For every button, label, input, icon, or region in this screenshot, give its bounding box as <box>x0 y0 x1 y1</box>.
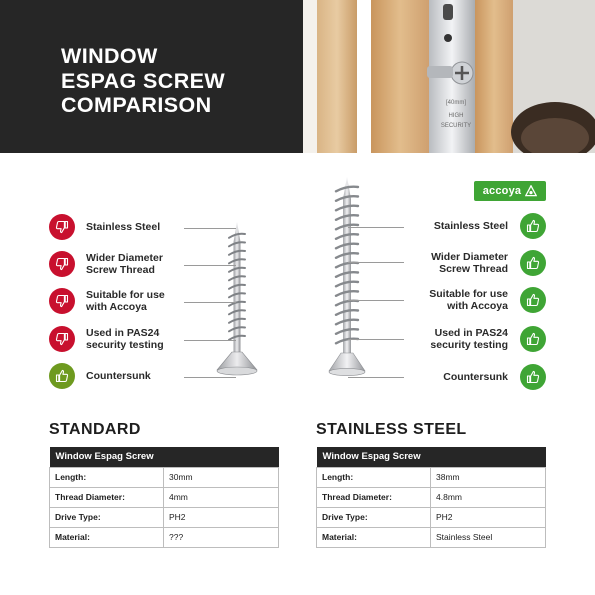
title-line: COMPARISON <box>61 93 212 117</box>
thumbs-up-icon <box>520 326 546 352</box>
table-row: Length: 38mm <box>317 467 546 487</box>
standard-feature-pas24 <box>49 326 164 352</box>
photo-text: HIGH <box>448 113 464 119</box>
leader-line <box>184 377 236 378</box>
standard-feature-accoya <box>49 288 165 314</box>
table-row: Material: Stainless Steel <box>317 527 546 547</box>
standard-feature-stainless-steel <box>49 214 160 240</box>
feature-label: Countersunk <box>443 370 508 383</box>
feature-label: Suitable for use with Accoya <box>429 287 508 312</box>
feature-label: Countersunk <box>86 369 151 382</box>
thumbs-up-icon <box>49 363 75 389</box>
accoya-leaf-icon <box>525 185 537 197</box>
table-row: Length: 30mm <box>50 467 279 487</box>
standard-feature-countersunk <box>49 363 151 389</box>
thumbs-up-icon <box>520 364 546 390</box>
thumbs-down-icon <box>49 326 75 352</box>
leader-line <box>184 340 236 341</box>
leader-line <box>184 265 236 266</box>
stainless-feature-stainless-steel <box>434 213 546 239</box>
leader-line <box>348 339 404 340</box>
thumbs-down-icon <box>49 251 75 277</box>
accoya-logo <box>474 181 546 201</box>
stainless-feature-pas24 <box>430 326 546 352</box>
standard-spec-table <box>49 447 279 548</box>
table-title: Window Espag Screw <box>50 447 279 467</box>
table-title: Window Espag Screw <box>317 447 546 467</box>
title-line: WINDOW <box>61 44 158 68</box>
photo-text: [40mm] <box>445 100 467 106</box>
leader-line <box>348 300 404 301</box>
standard-heading: STANDARD <box>49 421 141 438</box>
table-row: Thread Diameter: 4.8mm <box>317 487 546 507</box>
thumbs-up-icon <box>520 287 546 313</box>
stainless-spec-table <box>316 447 546 548</box>
header-banner <box>0 0 595 153</box>
leader-line <box>184 302 236 303</box>
thumbs-up-icon <box>520 213 546 239</box>
feature-label: Stainless Steel <box>433 219 508 232</box>
page-title <box>61 44 291 118</box>
stainless-feature-wider-thread <box>431 250 546 276</box>
table-row: Material: ??? <box>50 527 279 547</box>
feature-label: Used in PAS24 security testing <box>86 326 164 351</box>
stainless-screw-image <box>325 175 373 383</box>
table-row: Drive Type: PH2 <box>50 507 279 527</box>
feature-label: Suitable for use with Accoya <box>86 288 165 313</box>
leader-line <box>348 227 404 228</box>
feature-label: Wider Diameter Screw Thread <box>431 250 508 275</box>
leader-line <box>184 228 236 229</box>
title-line: ESPAG SCREW <box>61 68 226 93</box>
stainless-heading: STAINLESS STEEL <box>316 421 467 438</box>
feature-label: Stainless Steel <box>86 220 161 233</box>
accoya-logo-text: accoya <box>482 185 522 197</box>
thumbs-down-icon <box>49 288 75 314</box>
stainless-feature-accoya <box>429 287 546 313</box>
window-frame-photo <box>303 0 595 153</box>
thumbs-down-icon <box>49 214 75 240</box>
standard-feature-wider-thread <box>49 251 163 277</box>
feature-label: Used in PAS24 security testing <box>430 326 508 351</box>
stainless-feature-countersunk <box>443 364 546 390</box>
photo-text: SECURITY <box>440 123 472 129</box>
leader-line <box>348 377 404 378</box>
table-row: Thread Diameter: 4mm <box>50 487 279 507</box>
leader-line <box>348 262 404 263</box>
feature-label: Wider Diameter Screw Thread <box>86 251 163 276</box>
table-row: Drive Type: PH2 <box>317 507 546 527</box>
standard-screw-image <box>213 220 261 380</box>
thumbs-up-icon <box>520 250 546 276</box>
